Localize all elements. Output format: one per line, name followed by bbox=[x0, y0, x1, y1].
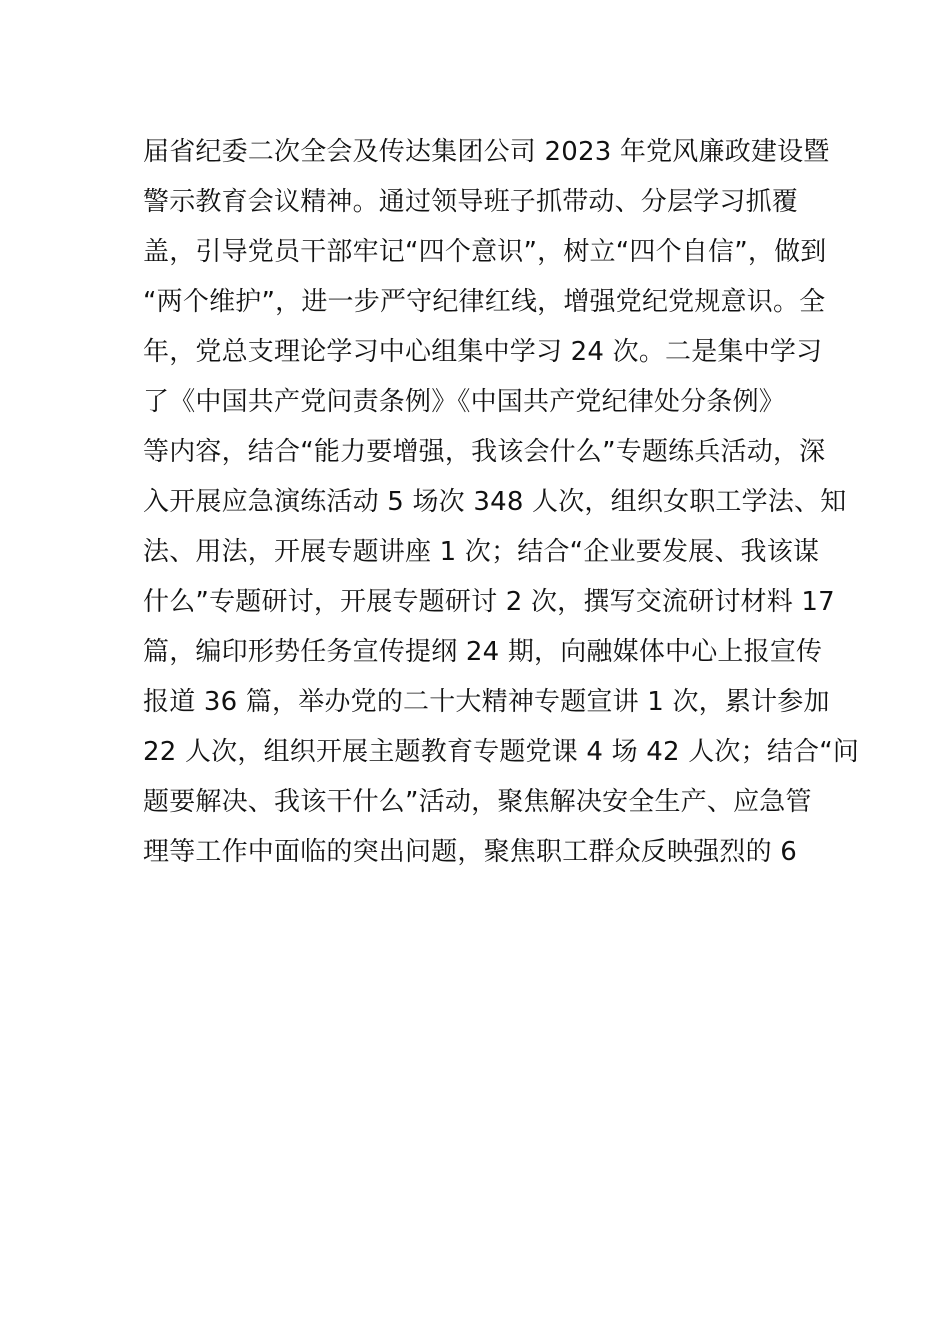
text-line-7: 等内容，结合“能力要增强，我该会什么”专题练兵活动，深 bbox=[143, 437, 826, 467]
text-line-10: 什么”专题研讨，开展专题研讨 2 次，撰写交流研讨材料 17 bbox=[143, 587, 835, 617]
text-line-9: 法、用法，开展专题讲座 1 次；结合“企业要发展、我该谋 bbox=[143, 537, 820, 567]
text-line-2: 警示教育会议精神。通过领导班子抓带动、分层学习抓覆 bbox=[143, 187, 799, 217]
text-line-14: 题要解决、我该干什么”活动，聚焦解决安全生产、应急管 bbox=[143, 787, 812, 817]
body-text bbox=[143, 127, 860, 877]
text-line-3: 盖，引导党员干部牢记“四个意识”，树立“四个自信”，做到 bbox=[143, 237, 827, 267]
text-line-11: 篇，编印形势任务宣传提纲 24 期，向融媒体中心上报宣传 bbox=[143, 637, 823, 667]
text-line-8: 入开展应急演练活动 5 场次 348 人次，组织女职工学法、知 bbox=[143, 487, 847, 517]
text-line-6: 了《中国共产党问责条例》《中国共产党纪律处分条例》 bbox=[143, 387, 786, 417]
text-line-12: 报道 36 篇，举办党的二十大精神专题宣讲 1 次，累计参加 bbox=[143, 687, 830, 717]
text-line-5: 年，党总支理论学习中心组集中学习 24 次。二是集中学习 bbox=[143, 337, 823, 367]
text-line-13: 22 人次，组织开展主题教育专题党课 4 场 42 人次；结合“问 bbox=[143, 737, 860, 767]
text-line-4: “两个维护”，进一步严守纪律红线，增强党纪党规意识。全 bbox=[143, 287, 826, 317]
text-line-1: 届省纪委二次全会及传达集团公司 2023 年党风廉政建设暨 bbox=[143, 137, 830, 167]
text-line-15: 理等工作中面临的突出问题，聚焦职工群众反映强烈的 6 bbox=[143, 837, 798, 867]
